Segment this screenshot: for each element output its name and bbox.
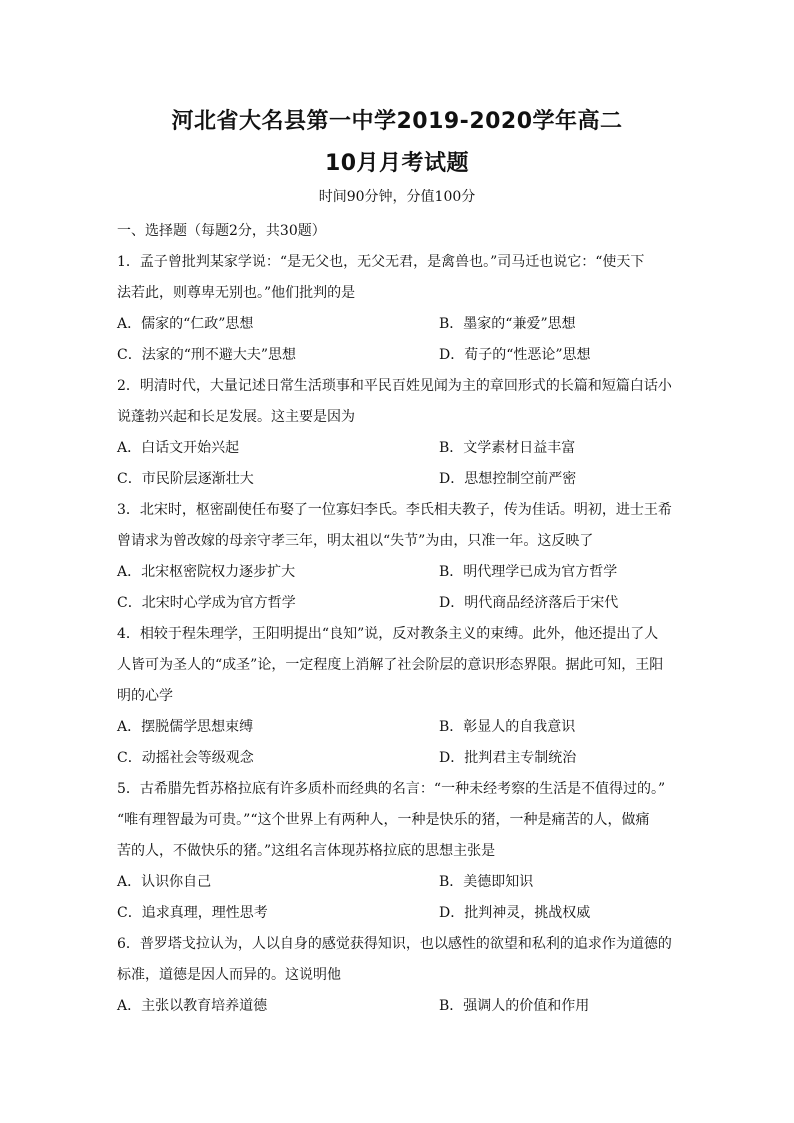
- question-stem-line: 2．明清时代，大量记述日常生活琐事和平民百姓见闻为主的章回形式的长篇和短篇白话小: [117, 378, 672, 394]
- question-stem-line: 3．北宋时，枢密副使任布娶了一位寡妇李氏。李氏相夫教子，传为佳话。明初，进士王希: [117, 502, 672, 518]
- options-row: [117, 557, 677, 588]
- options-row: [117, 991, 677, 1022]
- question-2: [117, 371, 677, 495]
- question-5: [117, 774, 677, 929]
- question-1: [117, 247, 677, 371]
- question-stem-line: 标准，道德是因人而异的。这说明他: [117, 967, 341, 983]
- option-a[interactable]: A．北宋枢密院权力逐步扩大: [117, 564, 296, 580]
- options-row: [117, 588, 677, 619]
- option-a[interactable]: A．摆脱儒学思想束缚: [117, 719, 254, 735]
- option-a[interactable]: A．儒家的“仁政”思想: [117, 316, 254, 332]
- option-c[interactable]: C．法家的“刑不避大夫”思想: [117, 347, 297, 363]
- option-b[interactable]: B．文学素材日益丰富: [439, 440, 576, 456]
- question-stem-line: 4．相较于程朱理学，王阳明提出“良知”说，反对教条主义的束缚。此外，他还提出了人: [117, 626, 659, 642]
- options-row: [117, 464, 677, 495]
- option-d[interactable]: D．批判君主专制统治: [439, 750, 577, 766]
- section-heading: 一、选择题（每题2分，共30题）: [117, 223, 326, 239]
- option-a[interactable]: A．认识你自己: [117, 874, 212, 890]
- option-c[interactable]: C．市民阶层逐渐壮大: [117, 471, 254, 487]
- option-b[interactable]: B．美德即知识: [439, 874, 534, 890]
- exam-subtitle: 时间90分钟，分值100分: [318, 189, 476, 205]
- option-d[interactable]: D．明代商品经济落后于宋代: [439, 595, 619, 611]
- exam-content: [117, 216, 677, 1022]
- question-stem-line: 人皆可为圣人的“成圣”论，一定程度上消解了社会阶层的意识形态界限。据此可知，王阳: [117, 657, 664, 673]
- option-b[interactable]: B．墨家的“兼爱”思想: [439, 316, 576, 332]
- option-c[interactable]: C．动摇社会等级观念: [117, 750, 254, 766]
- option-b[interactable]: B．明代理学已成为官方哲学: [439, 564, 618, 580]
- options-row: [117, 712, 677, 743]
- option-a[interactable]: A．白话文开始兴起: [117, 440, 240, 456]
- options-row: [117, 433, 677, 464]
- option-d[interactable]: D．思想控制空前严密: [439, 471, 577, 487]
- options-row: [117, 867, 677, 898]
- question-stem-line: 1．孟子曾批判某家学说：“是无父也，无父无君，是禽兽也。”司马迁也说它：“使天下: [117, 254, 645, 270]
- option-c[interactable]: C．追求真理，理性思考: [117, 905, 268, 921]
- question-stem-line: “唯有理智最为可贵。”“这个世界上有两种人，一种是快乐的猪，一种是痛苦的人，做痛: [117, 812, 650, 828]
- question-stem-line: 明的心学: [117, 688, 173, 704]
- question-stem-line: 6．普罗塔戈拉认为，人以自身的感觉获得知识，也以感性的欲望和私利的追求作为道德的: [117, 936, 672, 952]
- question-stem-line: 苦的人，不做快乐的猪。”这组名言体现苏格拉底的思想主张是: [117, 843, 496, 859]
- question-4: [117, 619, 677, 774]
- options-row: [117, 898, 677, 929]
- option-d[interactable]: D．批判神灵，挑战权威: [439, 905, 591, 921]
- option-b[interactable]: B．彰显人的自我意识: [439, 719, 576, 735]
- question-stem-line: 5．古希腊先哲苏格拉底有许多质朴而经典的名言：“一种未经考察的生活是不值得过的。”: [117, 781, 666, 797]
- question-3: [117, 495, 677, 619]
- option-a[interactable]: A．主张以教育培养道德: [117, 998, 268, 1014]
- option-b[interactable]: B．强调人的价值和作用: [439, 998, 590, 1014]
- exam-title-line1: 河北省大名县第一中学2019-2020学年高二: [171, 109, 623, 134]
- question-stem-line: 曾请求为曾改嫁的母亲守孝三年，明太祖以“失节”为由，只准一年。这反映了: [117, 533, 594, 549]
- options-row: [117, 743, 677, 774]
- options-row: [117, 340, 677, 371]
- question-stem-line: 说蓬勃兴起和长足发展。这主要是因为: [117, 409, 355, 425]
- question-stem-line: 法若此，则尊卑无别也。”他们批判的是: [117, 285, 356, 301]
- question-6: [117, 929, 677, 1022]
- options-row: [117, 309, 677, 340]
- exam-title-line2: 10月月考试题: [324, 151, 470, 176]
- option-c[interactable]: C．北宋时心学成为官方哲学: [117, 595, 296, 611]
- option-d[interactable]: D．荀子的“性恶论”思想: [439, 347, 591, 363]
